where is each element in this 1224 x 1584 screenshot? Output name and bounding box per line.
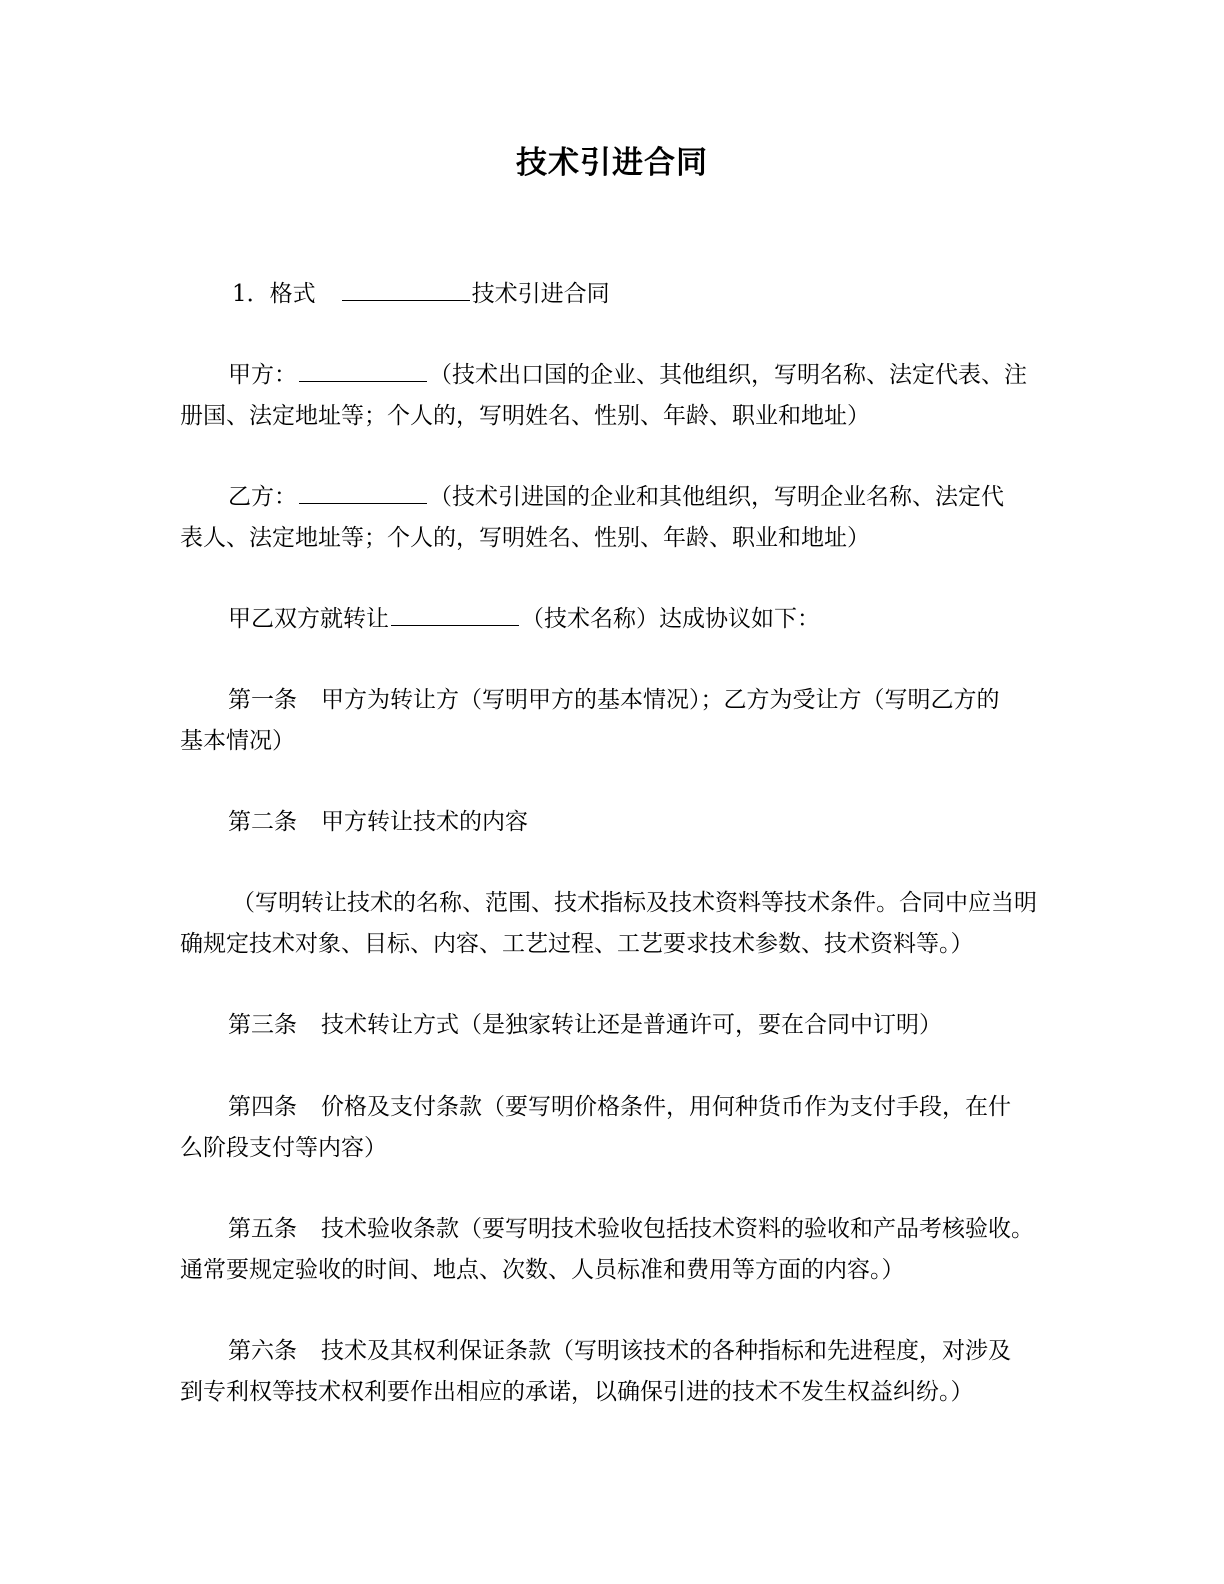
party-a-line2: 册国、法定地址等；个人的，写明姓名、性别、年龄、职业和地址） [180, 403, 870, 429]
party-a-line1: （技术出口国的企业、其他组织，写明名称、法定代表、注 [429, 362, 1027, 388]
party-b-label: 乙方： [228, 484, 297, 510]
agreement-suffix: （技术名称）达成协议如下： [521, 606, 820, 632]
format-blank[interactable] [342, 276, 470, 301]
party-b-paragraph [180, 477, 1060, 559]
article-6-line1: 技术及其权利保证条款（写明该技术的各种指标和先进程度，对涉及 [321, 1338, 1011, 1364]
article-6-number: 第六条 [228, 1338, 297, 1364]
article-2-note-line1: （写明转让技术的名称、范围、技术指标及技术资料等技术条件。合同中应当明 [232, 890, 1037, 916]
party-a-paragraph [180, 355, 1060, 437]
article-5 [180, 1209, 1060, 1291]
article-6 [180, 1331, 1060, 1413]
party-a-blank[interactable] [299, 357, 427, 382]
format-suffix: 技术引进合同 [471, 281, 610, 307]
document-title: 技术引进合同 [516, 145, 708, 181]
article-3-line1: 技术转让方式（是独家转让还是普通许可，要在合同中订明） [321, 1012, 942, 1038]
article-6-line2: 到专利权等技术权利要作出相应的承诺，以确保引进的技术不发生权益纠纷。） [180, 1379, 974, 1405]
party-b-blank[interactable] [299, 479, 427, 504]
article-2-note [180, 883, 1060, 965]
party-b-line1: （技术引进国的企业和其他组织，写明企业名称、法定代 [429, 484, 1004, 510]
article-3-number: 第三条 [228, 1012, 297, 1038]
party-a-label: 甲方： [228, 362, 297, 388]
technology-name-blank[interactable] [391, 601, 519, 626]
article-4-line1: 价格及支付条款（要写明价格条件，用何种货币作为支付手段，在什 [321, 1094, 1011, 1120]
agreement-prefix: 甲乙双方就转让 [228, 606, 389, 632]
article-4-line2: 么阶段支付等内容） [180, 1135, 387, 1161]
article-4-number: 第四条 [228, 1094, 297, 1120]
format-paragraph [180, 274, 1060, 315]
article-1-line2: 基本情况） [180, 728, 295, 754]
article-1 [180, 680, 1060, 762]
agreement-paragraph [180, 599, 1060, 640]
article-5-line1: 技术验收条款（要写明技术验收包括技术资料的验收和产品考核验收。 [321, 1216, 1034, 1242]
article-5-line2: 通常要规定验收的时间、地点、次数、人员标准和费用等方面的内容。） [180, 1257, 905, 1283]
article-5-number: 第五条 [228, 1216, 297, 1242]
article-2-number: 第二条 [228, 809, 297, 835]
article-4 [180, 1087, 1060, 1169]
format-number: 1．格式 [232, 281, 316, 307]
article-2-line1: 甲方转让技术的内容 [321, 809, 528, 835]
article-2-note-line2: 确规定技术对象、目标、内容、工艺过程、工艺要求技术参数、技术资料等。） [180, 931, 974, 957]
party-b-line2: 表人、法定地址等；个人的，写明姓名、性别、年龄、职业和地址） [180, 525, 870, 551]
article-3 [180, 1005, 1060, 1046]
article-1-line1: 甲方为转让方（写明甲方的基本情况）；乙方为受让方（写明乙方的 [321, 687, 1000, 713]
article-2 [180, 802, 1060, 843]
article-1-number: 第一条 [228, 687, 297, 713]
